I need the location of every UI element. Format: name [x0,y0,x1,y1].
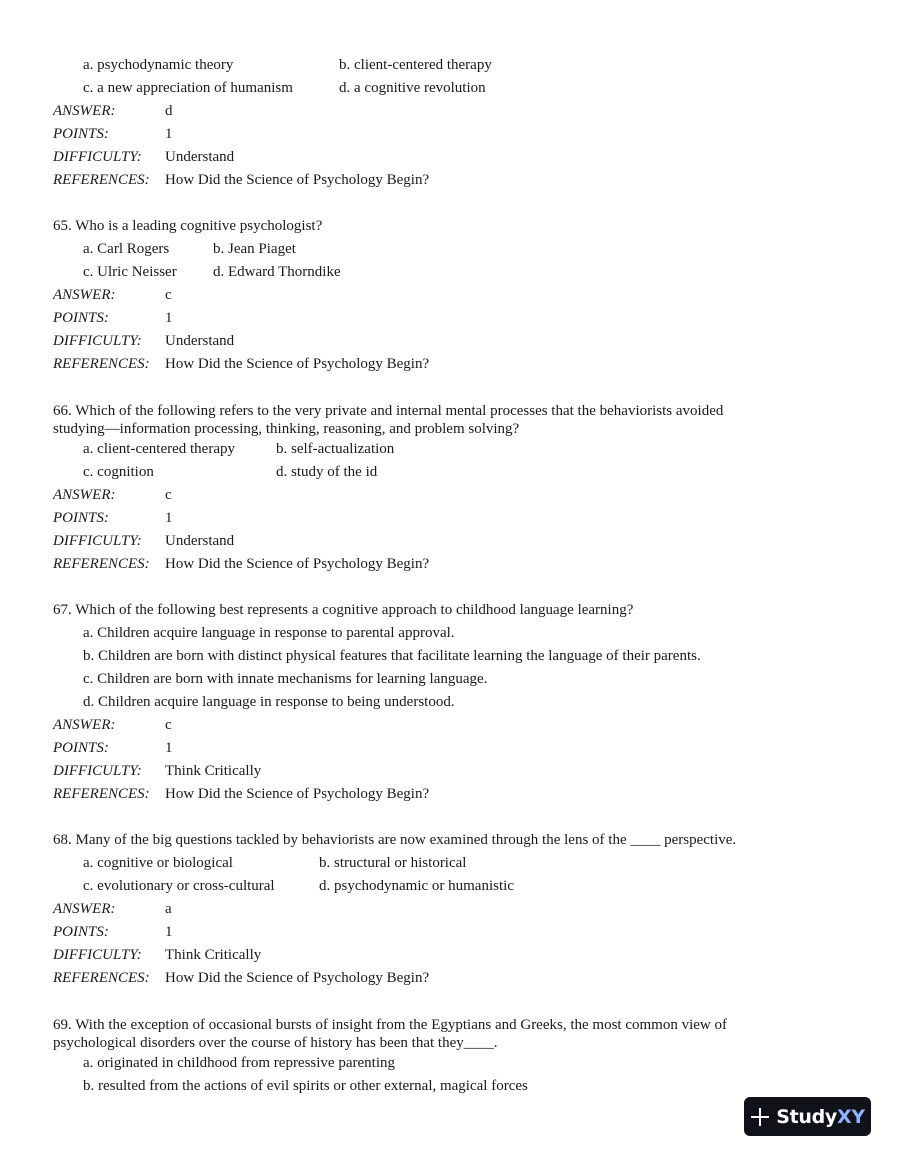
options-row [53,54,853,77]
option-c: c. Ulric Neisser [83,264,177,280]
option-b: b. self-actualization [276,441,395,457]
points-label: POINTS: [53,126,109,142]
option-c: c. cognition [83,464,154,480]
question-stem: 67. Which of the following best represents a cognitive approach to childhood language learning? [53,602,634,618]
difficulty-row [53,760,853,783]
points-value: 1 [165,924,173,940]
answer-label: ANSWER: [53,287,116,303]
option-c: c. a new appreciation of humanism [83,80,293,96]
points-value: 1 [165,510,173,526]
question-67 [53,599,853,806]
difficulty-label: DIFFICULTY: [53,947,142,963]
references-label: REFERENCES: [53,172,150,188]
difficulty-value: Think Critically [165,763,262,779]
references-label: REFERENCES: [53,556,150,572]
option-d: d. Edward Thorndike [213,264,341,280]
logo-brand-suffix: XY [836,1105,865,1128]
answer-value: c [165,487,172,503]
points-value: 1 [165,310,173,326]
references-value: How Did the Science of Psychology Begin? [165,786,430,802]
options-row [53,238,853,261]
options-row [53,875,853,898]
logo-brand: Study [776,1105,837,1128]
points-row [53,507,853,530]
plus-icon [750,1107,770,1127]
difficulty-label: DIFFICULTY: [53,333,142,349]
question-stem-line-2: psychological disorders over the course of history has been that they____. [53,1035,498,1051]
studyxy-logo [744,1097,871,1136]
option-d: d. Children acquire language in response to being understood. [83,694,455,710]
references-row [53,553,853,576]
option-d: d. a cognitive revolution [339,80,486,96]
answer-label: ANSWER: [53,103,116,119]
option-a: a. originated in childhood from repressive parenting [83,1055,395,1071]
difficulty-row [53,944,853,967]
option-a: a. Children acquire language in response to parental approval. [83,625,455,641]
option-b: b. resulted from the actions of evil spirits or other external, magical forces [83,1078,528,1094]
question-66 [53,399,853,576]
document-page [53,54,853,1098]
answer-row [53,714,853,737]
references-value: How Did the Science of Psychology Begin? [165,556,430,572]
option-c: c. Children are born with innate mechanisms for learning language. [83,671,488,687]
difficulty-row [53,330,853,353]
difficulty-value: Think Critically [165,947,262,963]
references-value: How Did the Science of Psychology Begin? [165,356,430,372]
answer-label: ANSWER: [53,901,116,917]
answer-label: ANSWER: [53,487,116,503]
question-stem: 68. Many of the big questions tackled by behaviorists are now examined through the lens of the ____ perspective. [53,832,737,848]
answer-label: ANSWER: [53,717,116,733]
difficulty-value: Understand [165,533,235,549]
option-a: a. cognitive or biological [83,855,233,871]
points-row [53,921,853,944]
question-stem-line-1: 69. With the exception of occasional bursts of insight from the Egyptians and Greeks, the most common view of [53,1017,727,1033]
option-c: c. evolutionary or cross-cultural [83,878,275,894]
difficulty-row [53,146,853,169]
answer-row [53,484,853,507]
points-value: 1 [165,126,173,142]
references-label: REFERENCES: [53,356,150,372]
option-a: a. client-centered therapy [83,441,235,457]
difficulty-value: Understand [165,149,235,165]
references-value: How Did the Science of Psychology Begin? [165,970,430,986]
option-b: b. structural or historical [319,855,467,871]
question-stem-line-2: studying—information processing, thinking, reasoning, and problem solving? [53,421,520,437]
question-stem: 65. Who is a leading cognitive psychologist? [53,218,323,234]
option-d: d. psychodynamic or humanistic [319,878,514,894]
logo-text [776,1106,865,1128]
option-a: a. psychodynamic theory [83,57,234,73]
answer-value: c [165,717,172,733]
difficulty-label: DIFFICULTY: [53,533,142,549]
question-stem-line-1: 66. Which of the following refers to the very private and internal mental processes that the behaviorists avoided [53,403,724,419]
question-65 [53,215,853,376]
question-68 [53,829,853,990]
options-row [53,852,853,875]
answer-value: d [165,103,173,119]
options-row [53,261,853,284]
option-b: b. client-centered therapy [339,57,492,73]
options-row [53,438,853,461]
references-row [53,169,853,192]
references-label: REFERENCES: [53,786,150,802]
options-row [53,461,853,484]
option-b: b. Children are born with distinct physical features that facilitate learning the language of their parents. [83,648,701,664]
difficulty-label: DIFFICULTY: [53,149,142,165]
answer-row [53,100,853,123]
answer-value: a [165,901,172,917]
points-label: POINTS: [53,924,109,940]
option-d: d. study of the id [276,464,378,480]
option-b: b. Jean Piaget [213,241,296,257]
answer-row [53,898,853,921]
difficulty-row [53,530,853,553]
points-row [53,123,853,146]
difficulty-value: Understand [165,333,235,349]
points-value: 1 [165,740,173,756]
references-row [53,353,853,376]
points-row [53,737,853,760]
answer-value: c [165,287,172,303]
answer-row [53,284,853,307]
points-row [53,307,853,330]
references-row [53,967,853,990]
points-label: POINTS: [53,740,109,756]
references-label: REFERENCES: [53,970,150,986]
options-row [53,77,853,100]
points-label: POINTS: [53,310,109,326]
difficulty-label: DIFFICULTY: [53,763,142,779]
references-value: How Did the Science of Psychology Begin? [165,172,430,188]
points-label: POINTS: [53,510,109,526]
question-69 [53,1013,853,1098]
question-64 [53,54,853,192]
references-row [53,783,853,806]
option-a: a. Carl Rogers [83,241,170,257]
